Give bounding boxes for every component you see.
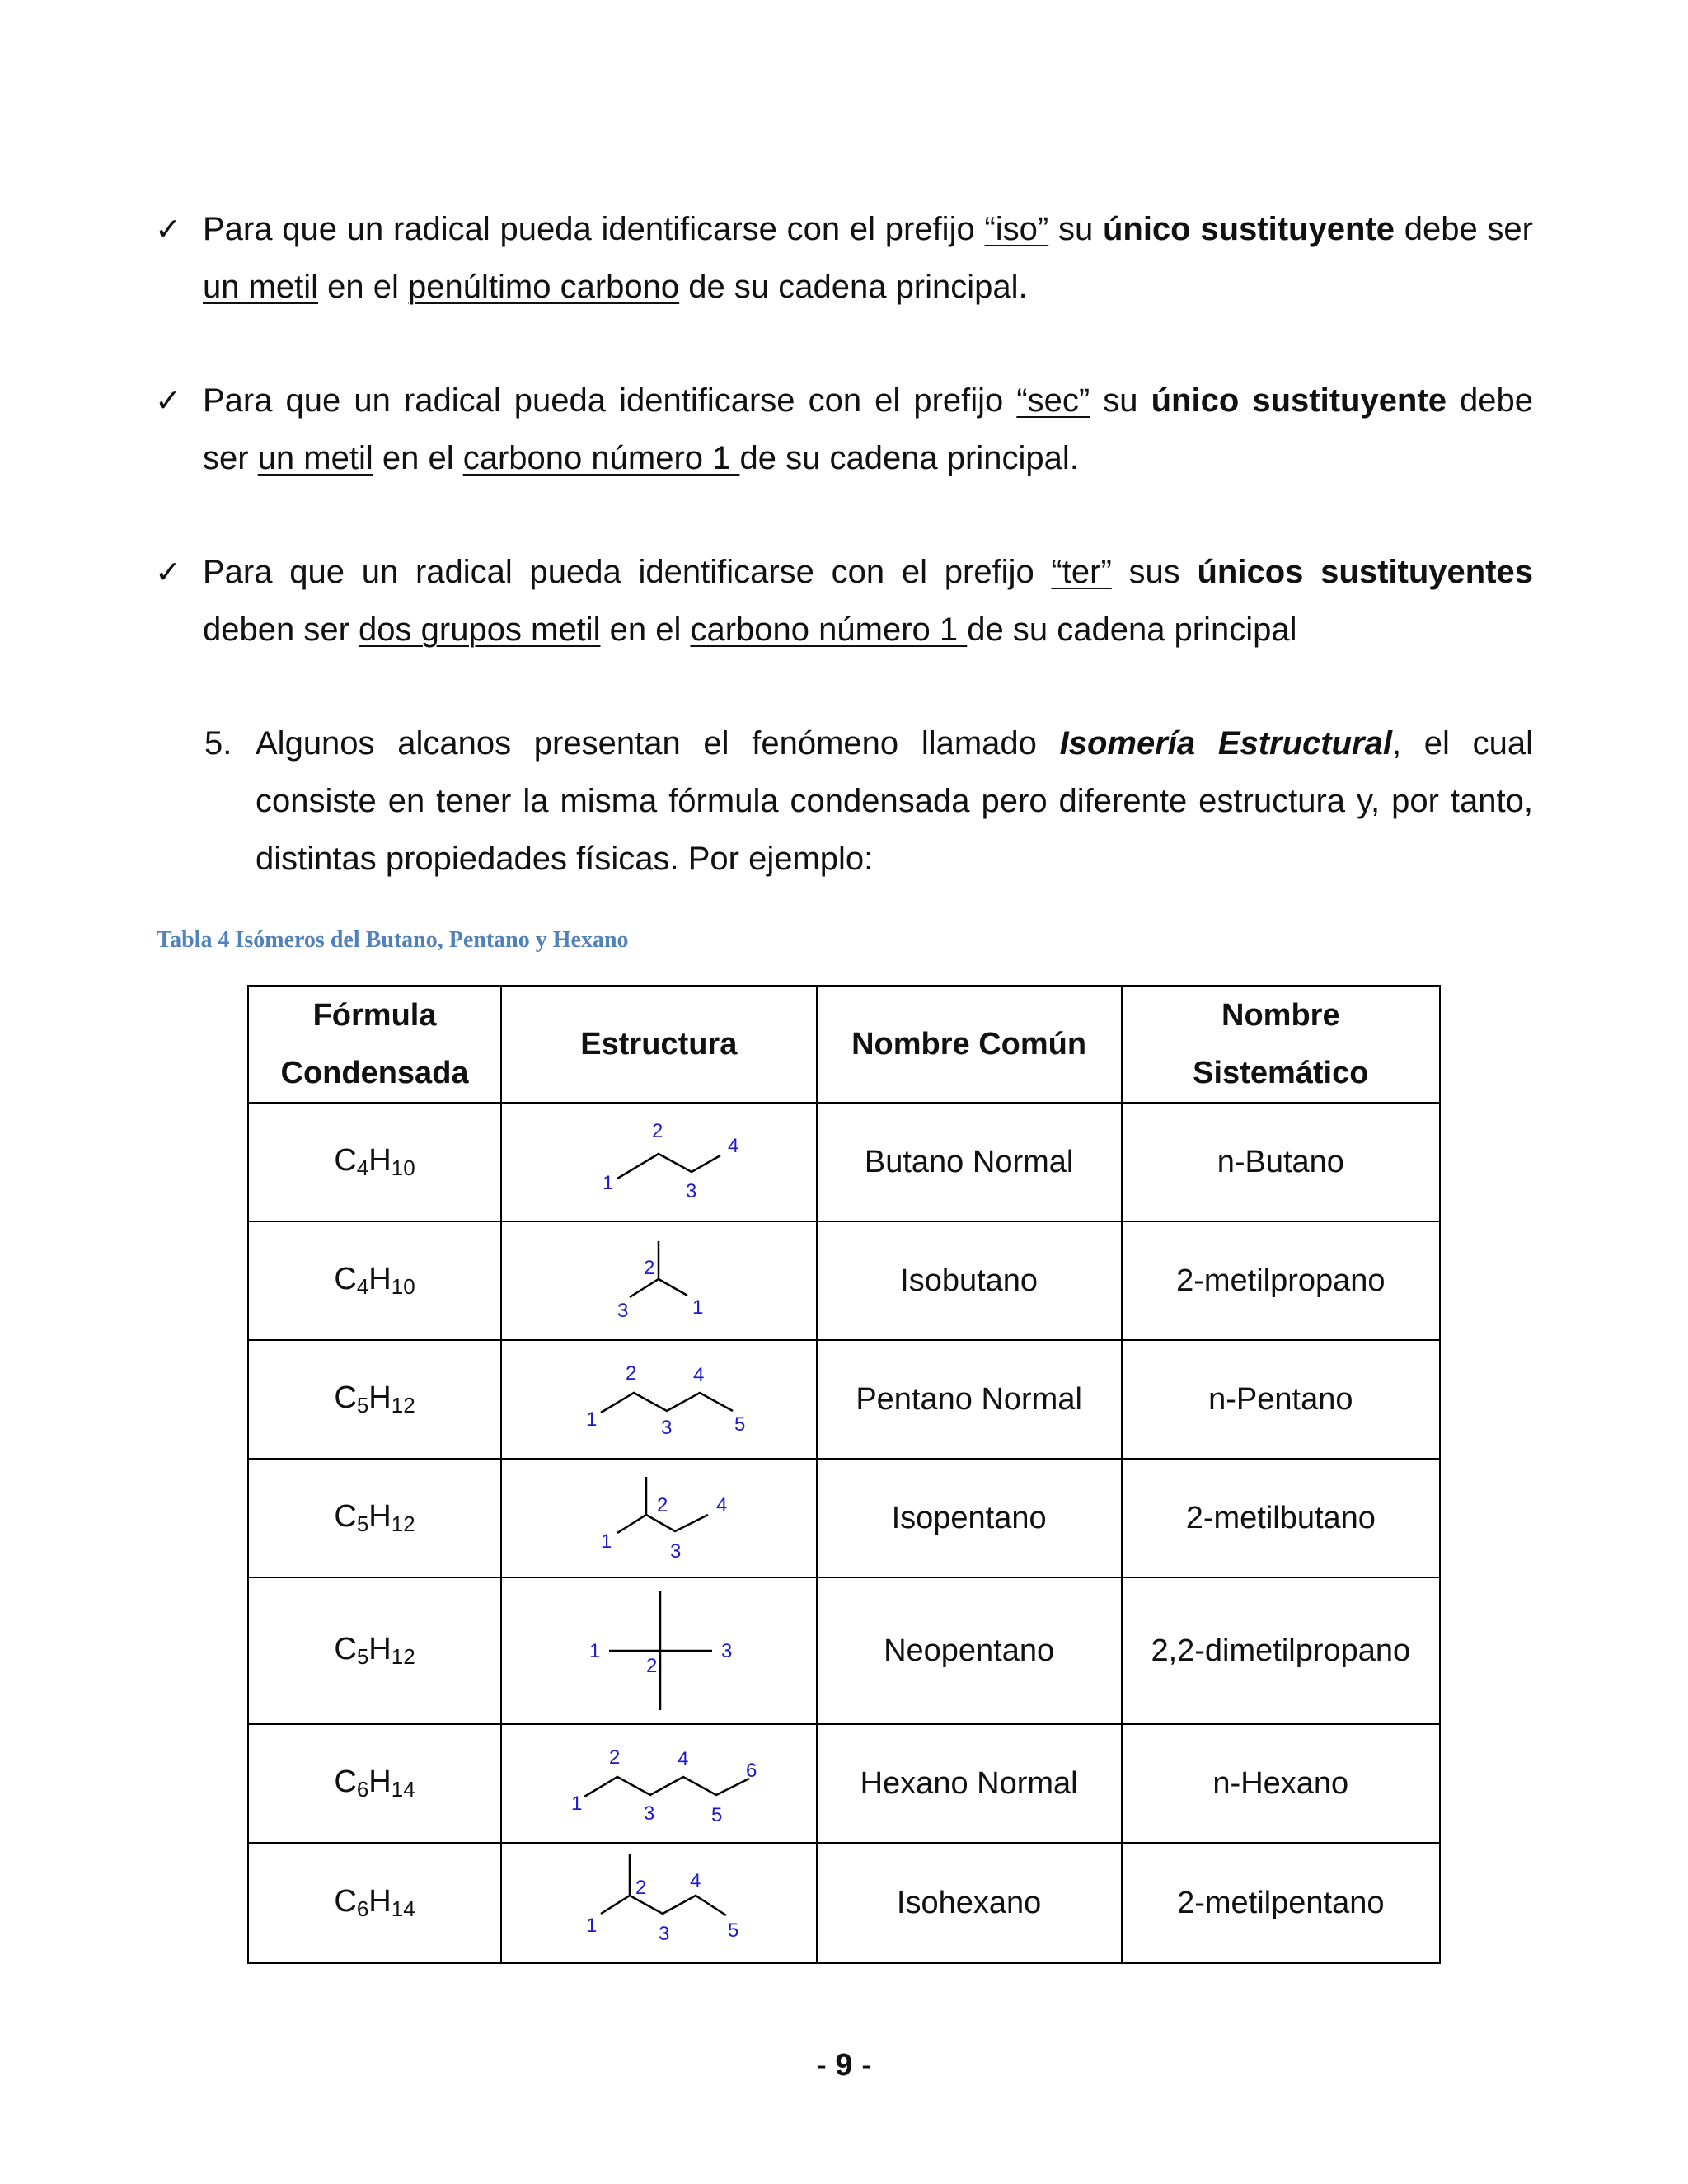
svg-text:2: 2 xyxy=(609,1746,621,1769)
page-number: - 9 - xyxy=(816,2048,872,2083)
svg-text:1: 1 xyxy=(586,1915,598,1937)
header-nombre-sistematico: Nombre Sistemático xyxy=(1122,986,1440,1103)
checkmark-icon: ✓ xyxy=(155,382,181,419)
item-text: Algunos alcanos presentan el fenómeno llamado Isomería Estructural, el cual consiste en tener la misma fórmula condensada pero diferente estructura y, por tanto, distintas propiedades físicas. Por ejemplo: xyxy=(256,725,1534,877)
bullet-text: Para que un radical pueda identificarse con el prefijo “ter” sus únicos sustituyentes deben ser dos grupos metil en el carbono número 1 de su cadena principal xyxy=(203,554,1533,648)
svg-text:4: 4 xyxy=(693,1364,705,1386)
table-row xyxy=(248,1577,1440,1724)
header-estructura: Estructura xyxy=(501,986,817,1103)
svg-text:3: 3 xyxy=(661,1417,673,1439)
structure-cell xyxy=(501,1103,817,1221)
table-row xyxy=(248,1459,1440,1577)
bullet-text: Para que un radical pueda identificarse con el prefijo “sec” su único sustituyente debe ser un metil en el carbono número 1 de su cadena principal. xyxy=(203,382,1533,476)
table-caption: Tabla 4 Isómeros del Butano, Pentano y Hexano xyxy=(157,927,629,953)
svg-text:1: 1 xyxy=(603,1172,614,1194)
checkmark-icon: ✓ xyxy=(155,554,181,590)
structure-cell xyxy=(501,1459,817,1577)
header-nombre-comun: Nombre Común xyxy=(817,986,1122,1103)
svg-text:2: 2 xyxy=(635,1877,647,1899)
svg-text:5: 5 xyxy=(728,1919,739,1942)
svg-text:1: 1 xyxy=(589,1640,601,1662)
svg-text:3: 3 xyxy=(686,1180,697,1202)
structure-cell xyxy=(501,1221,817,1340)
table-row xyxy=(248,1221,1440,1340)
svg-text:5: 5 xyxy=(711,1804,723,1826)
structure-cell xyxy=(501,1724,817,1843)
header-formula: Fórmula Condensada xyxy=(248,986,501,1103)
systematic-name-cell: n-Hexano xyxy=(1122,1724,1440,1843)
formula-cell: $C_4H_{10}$ xyxy=(248,1221,501,1340)
svg-text:3: 3 xyxy=(617,1300,629,1322)
svg-text:3: 3 xyxy=(644,1802,655,1825)
svg-text:4: 4 xyxy=(716,1494,728,1516)
structure-cell xyxy=(501,1843,817,1963)
table-row xyxy=(248,1843,1440,1963)
systematic-name-cell: n-Butano xyxy=(1122,1103,1440,1221)
formula-cell: $C_5H_{12}$ xyxy=(248,1459,501,1577)
checkmark-icon: ✓ xyxy=(155,211,181,247)
svg-text:6: 6 xyxy=(746,1760,757,1782)
hexane-structure xyxy=(551,1734,766,1833)
neopentane-structure xyxy=(551,1585,766,1717)
formula-cell: $C_4H_{10}$ xyxy=(248,1103,501,1221)
formula-cell: $C_6H_{14}$ xyxy=(248,1843,501,1963)
common-name-cell: Neopentano xyxy=(817,1577,1122,1724)
common-name-cell: Butano Normal xyxy=(817,1103,1122,1221)
isobutane-structure xyxy=(551,1231,766,1330)
svg-text:2: 2 xyxy=(644,1257,655,1279)
systematic-name-cell: n-Pentano xyxy=(1122,1340,1440,1459)
structure-cell xyxy=(501,1577,817,1724)
formula-cell: $C_5H_{12}$ xyxy=(248,1340,501,1459)
svg-text:5: 5 xyxy=(734,1413,746,1436)
svg-text:4: 4 xyxy=(690,1870,701,1892)
svg-text:3: 3 xyxy=(659,1923,670,1945)
numbered-item-5 xyxy=(204,715,1533,888)
svg-text:1: 1 xyxy=(692,1296,704,1319)
formula-cell: $C_5H_{12}$ xyxy=(248,1577,501,1724)
table-row xyxy=(248,1103,1440,1221)
bullet-iso xyxy=(155,200,1533,316)
table-row xyxy=(248,1340,1440,1459)
svg-text:4: 4 xyxy=(728,1135,739,1157)
common-name-cell: Isohexano xyxy=(817,1843,1122,1963)
systematic-name-cell: 2-metilbutano xyxy=(1122,1459,1440,1577)
bullet-sec xyxy=(155,372,1533,487)
pentane-structure xyxy=(551,1350,766,1449)
svg-text:4: 4 xyxy=(678,1748,689,1770)
svg-text:1: 1 xyxy=(586,1408,598,1431)
common-name-cell: Pentano Normal xyxy=(817,1340,1122,1459)
svg-text:1: 1 xyxy=(601,1530,612,1553)
isopentane-structure xyxy=(551,1469,766,1568)
butane-structure xyxy=(551,1113,766,1212)
item-number: 5. xyxy=(204,725,232,762)
isohexane-structure xyxy=(551,1849,766,1957)
svg-text:3: 3 xyxy=(721,1640,733,1662)
common-name-cell: Hexano Normal xyxy=(817,1724,1122,1843)
systematic-name-cell: 2-metilpentano xyxy=(1122,1843,1440,1963)
formula-cell: $C_6H_{14}$ xyxy=(248,1724,501,1843)
svg-text:2: 2 xyxy=(646,1655,658,1677)
svg-text:2: 2 xyxy=(626,1362,637,1385)
common-name-cell: Isobutano xyxy=(817,1221,1122,1340)
table-header-row xyxy=(248,986,1440,1103)
svg-text:2: 2 xyxy=(652,1120,663,1142)
isomers-table xyxy=(247,985,1441,1964)
svg-text:2: 2 xyxy=(657,1494,668,1516)
table-row xyxy=(248,1724,1440,1843)
common-name-cell: Isopentano xyxy=(817,1459,1122,1577)
bullet-ter xyxy=(155,543,1533,658)
bullet-text: Para que un radical pueda identificarse con el prefijo “iso” su único sustituyente debe ser un metil en el penúltimo carbono de su cadena principal. xyxy=(203,211,1533,305)
systematic-name-cell: 2,2-dimetilpropano xyxy=(1122,1577,1440,1724)
systematic-name-cell: 2-metilpropano xyxy=(1122,1221,1440,1340)
structure-cell xyxy=(501,1340,817,1459)
isomeria-term: Isomería Estructural xyxy=(1059,725,1392,762)
svg-text:3: 3 xyxy=(670,1540,682,1563)
svg-text:1: 1 xyxy=(571,1793,583,1815)
